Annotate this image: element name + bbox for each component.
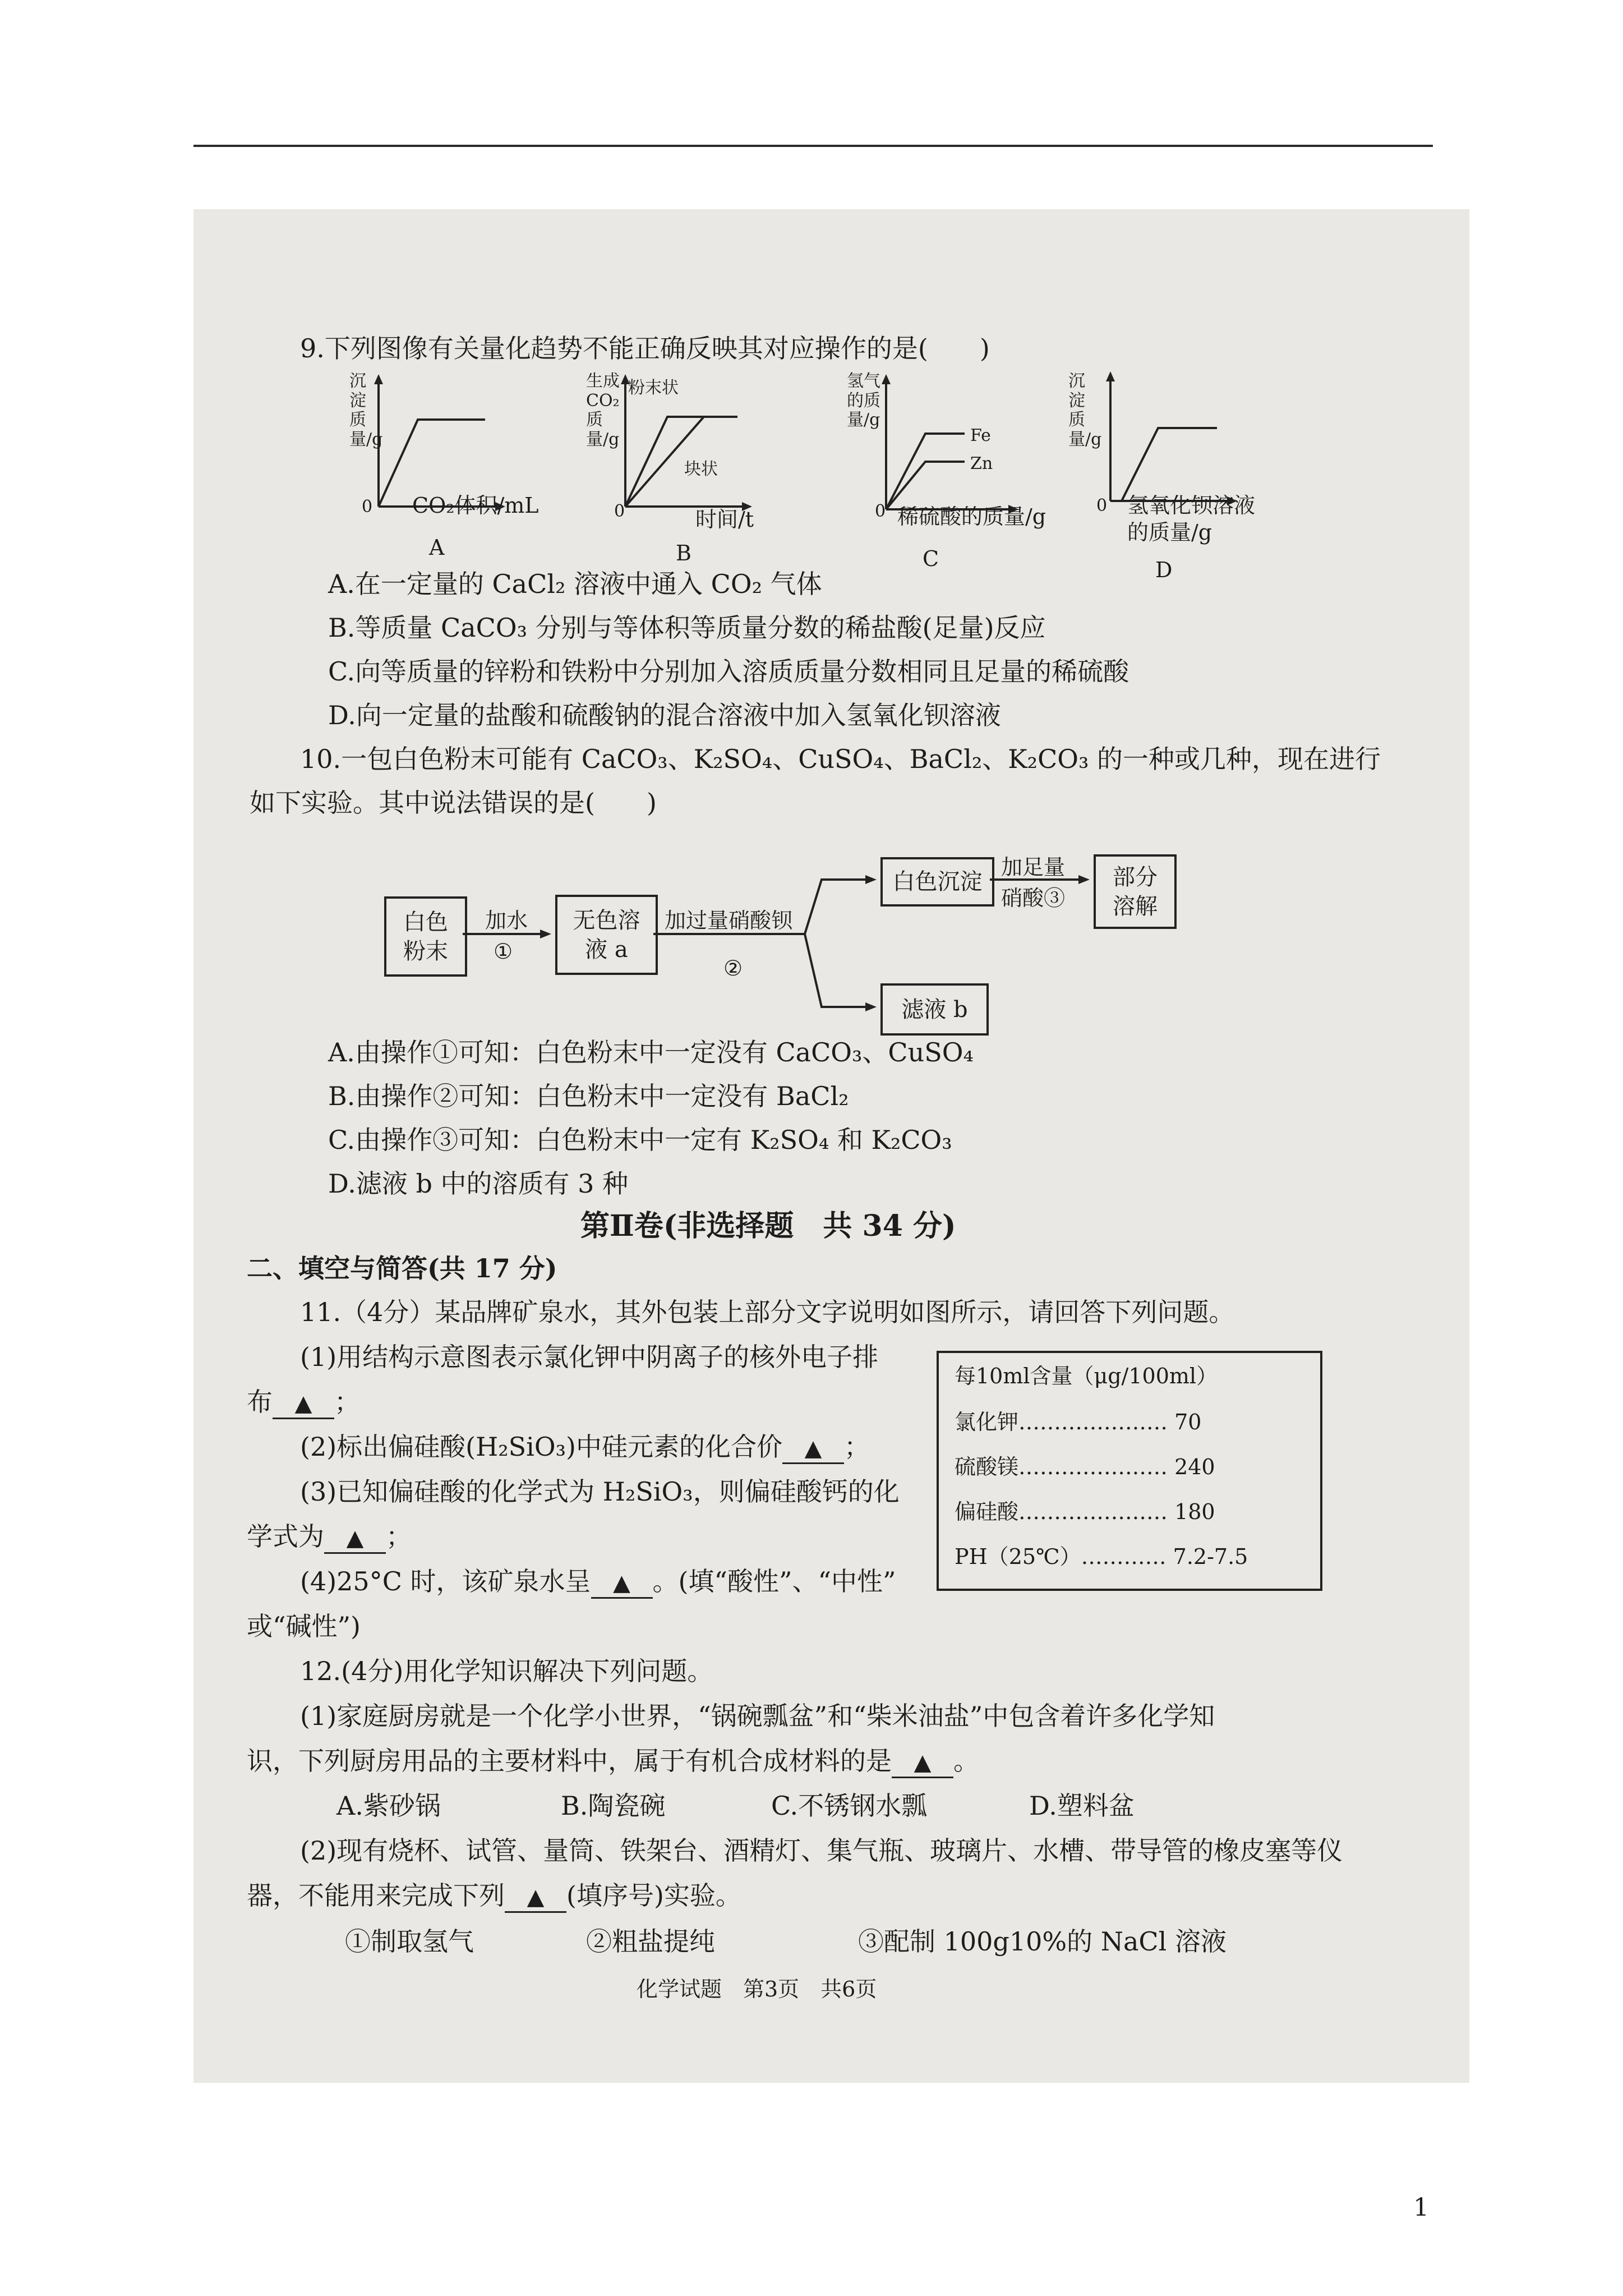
mineral-water-label <box>937 1351 1322 1591</box>
graph-d-caption: D <box>1155 558 1173 582</box>
scanned-exam-page <box>193 209 1469 2083</box>
graph-d-xlabel: 氢氧化钡溶液的质量/g <box>1127 493 1256 545</box>
flow-step1-num: ① <box>494 939 513 964</box>
flow-arrows <box>193 209 1469 1107</box>
flow-box-white-precipitate: 白色沉淀 <box>880 857 994 907</box>
q10-option-a: A.由操作①可知：白色粉末中一定没有 CaCO₃、CuSO₄ <box>328 1037 974 1068</box>
q11-blank-4[interactable]: ▲ <box>591 1569 653 1599</box>
graph-a-caption: A <box>429 535 445 560</box>
graph-a-ylabel: 沉淀质量/g <box>349 371 383 449</box>
label-row-kcl: 氯化钾………………… 70 <box>955 1410 1202 1434</box>
q11-p1-line1: (1)用结构示意图表示氯化钾中阴离子的核外电子排 <box>300 1342 879 1372</box>
section2-title: 第Ⅱ卷(非选择题 共 34 分) <box>580 1209 956 1243</box>
q9-option-b: B.等质量 CaCO₃ 分别与等体积等质量分数的稀盐酸(足量)反应 <box>328 613 1046 643</box>
q12-experiment-2: ②粗盐提纯 <box>586 1926 715 1957</box>
graph-a-xlabel: CO₂体积/mL <box>412 493 539 518</box>
flow-box-filtrate-b: 滤液 b <box>880 983 989 1036</box>
flow-box-colorless-solution: 无色溶 液 a <box>555 895 658 975</box>
q11-p2-suffix: ； <box>843 1432 870 1462</box>
q11-blank-2[interactable]: ▲ <box>782 1434 844 1464</box>
graph-b-ylabel: 生成CO₂质量/g <box>586 371 620 449</box>
graph-a-origin: 0 <box>362 497 373 517</box>
graph-c-curve1-label: Fe <box>970 426 991 445</box>
graph-b-caption: B <box>676 541 691 565</box>
page-footer: 化学试题 第3页 共6页 <box>637 1977 877 2001</box>
graph-d-ylabel: 沉淀质量/g <box>1068 371 1102 449</box>
flow-step2-label: 加过量硝酸钡 <box>665 908 793 933</box>
q12-choice-d: D.塑料盆 <box>1029 1791 1135 1821</box>
q11-p4-suffix: 。(填“酸性”、“中性” <box>652 1566 896 1596</box>
label-row-h2sio3: 偏硅酸………………… 180 <box>955 1499 1215 1524</box>
flow-step2-num: ② <box>723 956 743 981</box>
q11-p3-suffix: ； <box>386 1521 412 1552</box>
label-row-mgso4: 硫酸镁………………… 240 <box>955 1455 1215 1479</box>
q10-option-c: C.由操作③可知：白色粉末中一定有 K₂SO₄ 和 K₂CO₃ <box>328 1125 952 1155</box>
q11-p4-line2: 或“碱性”) <box>247 1611 361 1641</box>
graph-c-ylabel: 氢气的质量/g <box>847 371 880 430</box>
q9-option-a: A.在一定量的 CaCl₂ 溶液中通入 CO₂ 气体 <box>328 569 822 599</box>
q12-choice-b: B.陶瓷碗 <box>561 1791 666 1821</box>
q11-p3-prefix: 学式为 <box>247 1521 324 1552</box>
q11-blank-3[interactable]: ▲ <box>324 1524 386 1554</box>
flow-step3-line2: 硝酸③ <box>1001 886 1066 910</box>
graph-b-curve2-label: 块状 <box>684 459 718 479</box>
q12-p2-suffix: (填序号)实验。 <box>566 1880 741 1911</box>
q12-p2-line1: (2)现有烧杯、试管、量筒、铁架台、酒精灯、集气瓶、玻璃片、水槽、带导管的橡皮塞等仪 <box>300 1835 1343 1866</box>
q10-option-b: B.由操作②可知：白色粉末中一定没有 BaCl₂ <box>328 1081 849 1111</box>
q11-p3-line1: (3)已知偏硅酸的化学式为 H₂SiO₃，则偏硅酸钙的化 <box>300 1476 900 1507</box>
flow-box-white-powder: 白色 粉末 <box>384 896 467 977</box>
graph-b-curve1-label: 粉末状 <box>628 378 679 398</box>
q12-p1-line1: (1)家庭厨房就是一个化学小世界，“锅碗瓢盆”和“柴米油盐”中包含着许多化学知 <box>300 1701 1215 1731</box>
graph-c-origin: 0 <box>875 501 886 521</box>
label-row-ph: PH（25℃）………… 7.2-7.5 <box>955 1544 1248 1569</box>
q11-p1-suffix: ； <box>334 1387 360 1417</box>
q9-stem: 9.下列图像有关量化趋势不能正确反映其对应操作的是( ) <box>300 333 990 364</box>
graph-c-curve2-label: Zn <box>970 454 993 473</box>
flow-step1-label: 加水 <box>485 908 528 933</box>
q12-p1-suffix: 。 <box>953 1746 979 1776</box>
q11-stem: 11.（4分）某品牌矿泉水，其外包装上部分文字说明如图所示，请回答下列问题。 <box>300 1297 1235 1327</box>
q12-blank-2[interactable]: ▲ <box>505 1883 566 1913</box>
q12-choice-c: C.不锈钢水瓢 <box>771 1791 928 1821</box>
q11-blank-1[interactable]: ▲ <box>273 1389 334 1419</box>
q12-experiment-3: ③配制 100g10%的 NaCl 溶液 <box>858 1926 1227 1957</box>
part2-title: 二、填空与简答(共 17 分) <box>247 1253 557 1283</box>
q9-option-c: C.向等质量的锌粉和铁粉中分别加入溶质质量分数相同且足量的稀硫酸 <box>328 656 1129 687</box>
q11-p1-prefix: 布 <box>247 1387 273 1417</box>
q12-p2-prefix: 器，不能用来完成下列 <box>247 1880 505 1911</box>
graph-b-xlabel: 时间/t <box>695 507 754 532</box>
graph-c-xlabel: 稀硫酸的质量/g <box>897 504 1046 529</box>
q10-stem-line2: 如下实验。其中说法错误的是( ) <box>250 788 657 818</box>
q12-p1-prefix: 识，下列厨房用品的主要材料中，属于有机合成材料的是 <box>247 1746 892 1776</box>
q12-choice-a: A.紫砂锅 <box>336 1791 441 1821</box>
graph-b-origin: 0 <box>614 501 625 521</box>
page-number: 1 <box>1413 2193 1429 2222</box>
q10-stem-line1: 10.一包白色粉末可能有 CaCO₃、K₂SO₄、CuSO₄、BaCl₂、K₂CO₃ 的一种或几种，现在进行 <box>300 744 1381 774</box>
graph-c-caption: C <box>923 546 939 571</box>
top-rule <box>193 145 1433 147</box>
q9-option-d: D.向一定量的盐酸和硫酸钠的混合溶液中加入氢氧化钡溶液 <box>328 700 1001 730</box>
label-header: 每10ml含量（μg/100ml） <box>955 1364 1218 1388</box>
q10-option-d: D.滤液 b 中的溶质有 3 种 <box>328 1168 629 1199</box>
flow-box-partial-dissolve: 部分 溶解 <box>1094 854 1177 929</box>
q12-stem: 12.(4分)用化学知识解决下列问题。 <box>300 1656 713 1686</box>
q12-blank-1[interactable]: ▲ <box>892 1749 953 1778</box>
q11-p4-prefix: (4)25°C 时，该矿泉水呈 <box>300 1566 591 1596</box>
flow-step3-line1: 加足量 <box>1001 855 1066 880</box>
graph-d-origin: 0 <box>1096 496 1108 516</box>
q12-experiment-1: ①制取氢气 <box>345 1926 474 1957</box>
q11-p2-prefix: (2)标出偏硅酸(H₂SiO₃)中硅元素的化合价 <box>300 1432 782 1462</box>
